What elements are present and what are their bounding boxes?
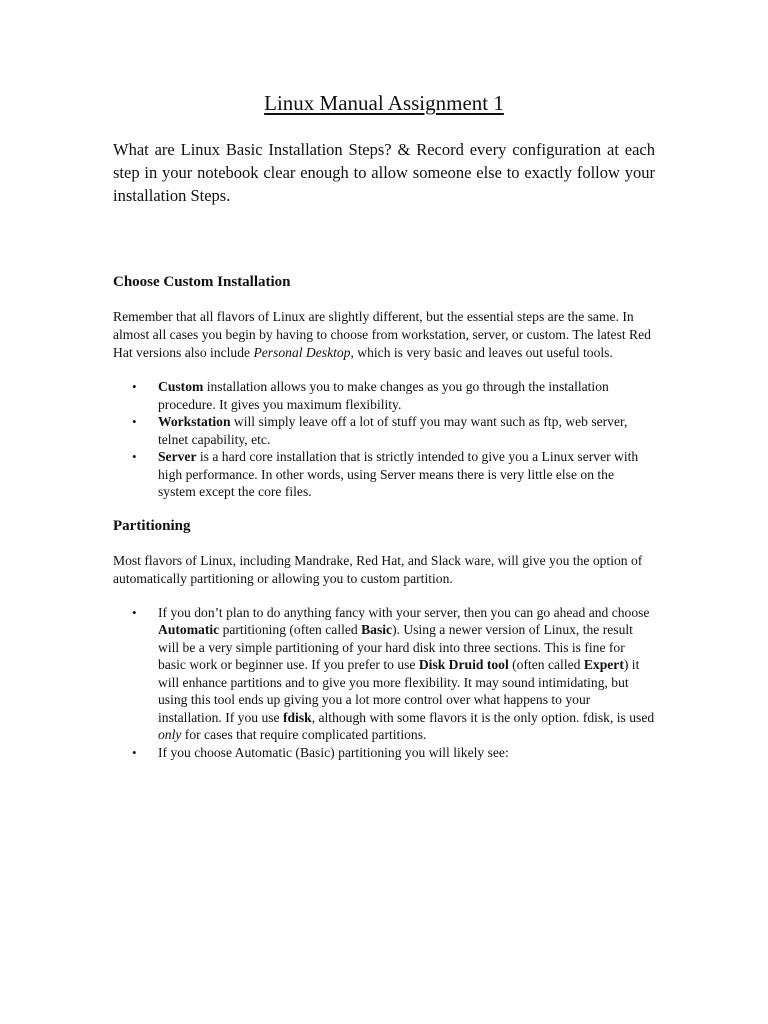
section-paragraph-partitioning: Most flavors of Linux, including Mandrake, Red Hat, and Slack ware, will give you the option of automatically partitioning or allowing you to custom partition. xyxy=(113,552,643,586)
list-item-text: If you don’t plan to do anything fancy with your server, then you can go ahead and choose xyxy=(158,604,650,620)
section-heading-custom-installation: Choose Custom Installation xyxy=(113,274,291,290)
list-item-server xyxy=(113,448,655,501)
list-item-text: ) it will enhance partitions and to give you more flexibility. It may sound intimidating, but using this tool ends up giving you a lot more control over what happens to your installation. If you use xyxy=(158,657,640,725)
emphasis-text: Personal Desktop xyxy=(253,345,351,360)
bold-term: Automatic xyxy=(158,622,220,637)
section-paragraph-flavors xyxy=(113,308,655,362)
list-item-custom xyxy=(113,378,655,413)
document-title: Linux Manual Assignment 1 xyxy=(264,91,504,115)
list-item-text: is a hard core installation that is strictly intended to give you a Linux server with high performance. In other words, using Server means there is very little else on the system except the core files. xyxy=(158,449,639,499)
bold-term: Server xyxy=(158,449,197,464)
list-item-text: partitioning (often called xyxy=(219,622,362,637)
list-item-text: will simply leave off a lot of stuff you may want such as ftp, web server, telnet capability, etc. xyxy=(158,414,628,447)
bold-term: Disk Druid tool xyxy=(418,657,509,672)
bold-term: Expert xyxy=(583,657,624,672)
list-item-automatic-partitioning: • If you choose Automatic (Basic) partitioning you will likely see: xyxy=(113,744,655,762)
list-item-text: ). Using a newer version of Linux, the result will be a very simple partitioning of your hard disk into three sections. This is fine for basic work or beginner use. If you prefer to use xyxy=(158,622,633,672)
paragraph-text: Remember that all flavors of Linux are slightly different, but the essential steps are the same. In almost all cases you begin by having to choose from workstation, server, or custom. The latest Red Hat versions also include xyxy=(113,309,651,360)
list-item-workstation xyxy=(113,413,655,448)
list-item-text: (often called xyxy=(508,657,584,672)
bold-term: Workstation xyxy=(158,414,231,429)
document-page xyxy=(113,88,655,761)
paragraph-text: , which is very basic and leaves out useful tools. xyxy=(350,345,613,360)
bold-term: Basic xyxy=(361,622,393,637)
installation-types-list xyxy=(113,378,655,501)
list-item-text: installation allows you to make changes as you go through the installation procedure. It gives you maximum flexibility. xyxy=(158,379,609,412)
partitioning-list xyxy=(113,604,655,762)
list-item-text: for cases that require complicated partitions. xyxy=(181,727,427,742)
bold-term: Custom xyxy=(158,379,204,394)
list-item-partitioning-options xyxy=(113,604,655,744)
bold-term: fdisk xyxy=(282,709,312,725)
emphasis-text: only xyxy=(158,727,182,742)
section-heading-partitioning: Partitioning xyxy=(113,517,191,534)
intro-paragraph: What are Linux Basic Installation Steps? & Record every configuration at each step in your notebook clear enough to allow someone else to exactly follow your installation Steps. xyxy=(113,140,655,205)
list-item-text: , although with some flavors it is the only option. fdisk, is used xyxy=(311,709,655,725)
